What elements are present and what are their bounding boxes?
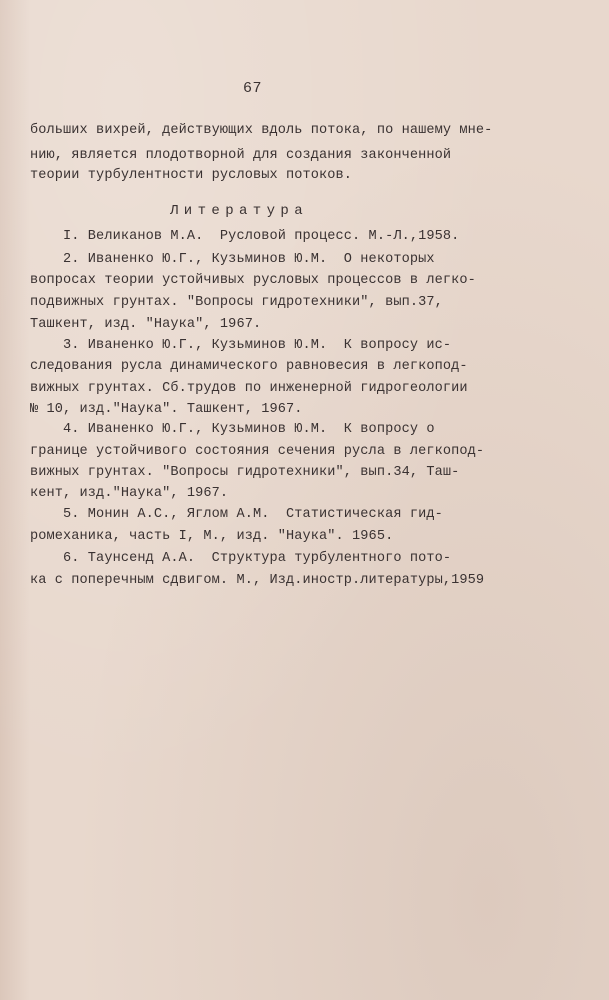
reference-line: № 10, изд."Наука". Ташкент, 1967. [30, 402, 303, 417]
reference-line: вижных грунтах. Сб.трудов по инженерной гидрогеологии [30, 381, 468, 396]
reference-line: I. Великанов М.А. Русловой процесс. М.-Л.,1958. [30, 229, 460, 244]
reference-line: 6. Таунсенд А.А. Структура турбулентного пото- [30, 551, 452, 566]
paragraph-line-2: нию, является плодотворной для создания законченной [30, 148, 452, 163]
reference-line: ка с поперечным сдвигом. М., Изд.иностр.литературы,1959 [30, 573, 485, 588]
reference-line: границе устойчивого состояния сечения русла в легкопод- [30, 444, 485, 459]
reference-line: вопросах теории устойчивых русловых процессов в легко- [30, 273, 476, 288]
paragraph-line-3: теории турбулентности русловых потоков. [30, 168, 353, 183]
reference-line: подвижных грунтах. "Вопросы гидротехники", вып.37, [30, 295, 443, 310]
reference-line: 2. Иваненко Ю.Г., Кузьминов Ю.М. О некоторых [30, 252, 435, 267]
reference-line: 4. Иваненко Ю.Г., Кузьминов Ю.М. К вопросу о [30, 422, 435, 437]
reference-line: ромеханика, часть I, М., изд. "Наука". 1965. [30, 529, 394, 544]
reference-line: 5. Монин А.С., Яглом А.М. Статистическая гид- [30, 507, 443, 522]
references-heading: Литература [170, 203, 309, 219]
paragraph-line-1: больших вихрей, действующих вдоль потока, по нашему мне- [30, 123, 493, 138]
reference-line: 3. Иваненко Ю.Г., Кузьминов Ю.М. К вопросу ис- [30, 338, 452, 353]
reference-line: вижных грунтах. "Вопросы гидротехники", вып.34, Таш- [30, 465, 460, 480]
reference-line: кент, изд."Наука", 1967. [30, 486, 229, 501]
reference-line: следования русла динамического равновесия в легкопод- [30, 359, 468, 374]
page-number: 67 [243, 80, 263, 97]
reference-line: Ташкент, изд. "Наука", 1967. [30, 317, 262, 332]
